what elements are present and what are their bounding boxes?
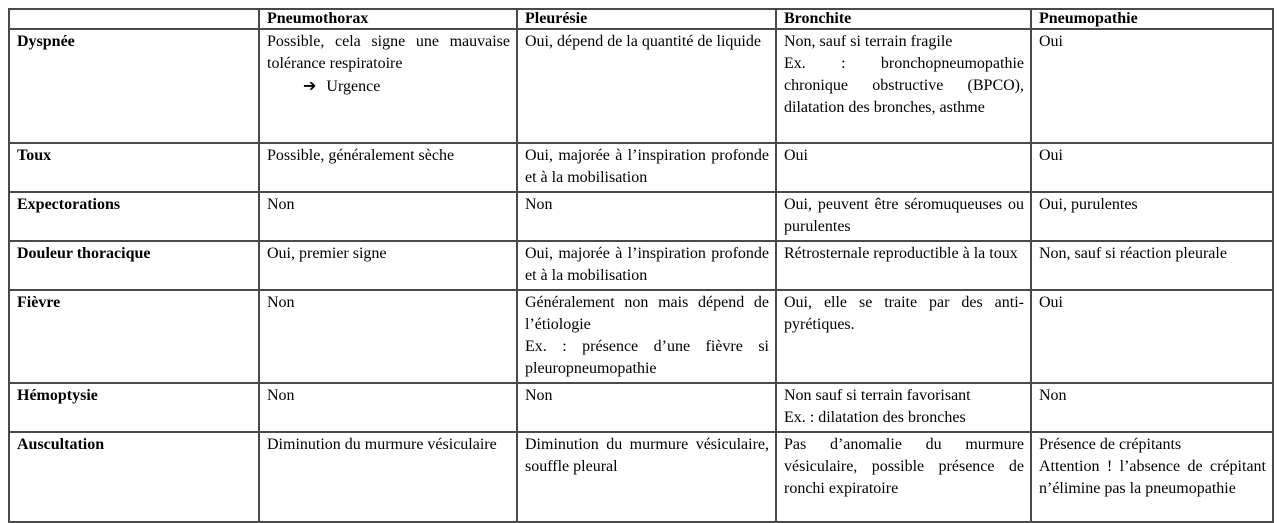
table-head — [9, 9, 1273, 29]
body-cell — [1031, 290, 1273, 383]
body-cell — [776, 432, 1031, 522]
body-cell — [259, 383, 517, 432]
body-cell — [1031, 192, 1273, 241]
table-row — [9, 241, 1273, 290]
column-header-3: Bronchite — [776, 9, 1031, 29]
cell-paragraph: Oui, purulentes — [1039, 196, 1138, 213]
body-cell — [259, 241, 517, 290]
row-header-cell: Douleur thoracique — [9, 241, 259, 290]
cell-paragraph: Non — [525, 196, 553, 213]
body-cell — [776, 192, 1031, 241]
cell-paragraph: Oui — [784, 147, 808, 164]
body-cell — [1031, 241, 1273, 290]
body-cell — [776, 29, 1031, 143]
cell-paragraph: Non sauf si terrain favorisant — [784, 387, 971, 404]
body-cell — [517, 383, 776, 432]
body-cell — [776, 241, 1031, 290]
cell-paragraph: Présence de crépitants — [1039, 436, 1182, 453]
table-row — [9, 143, 1273, 192]
cell-paragraph: Oui, peuvent être séromuqueuses ou purulentes — [784, 196, 1024, 235]
row-header-cell: Hémoptysie — [9, 383, 259, 432]
row-header-cell: Toux — [9, 143, 259, 192]
body-cell — [259, 143, 517, 192]
body-cell — [517, 432, 776, 522]
cell-paragraph: Oui, majorée à l’inspiration profonde et à la mobilisation — [525, 245, 769, 284]
body-cell — [776, 143, 1031, 192]
cell-paragraph: Diminution du murmure vésiculaire, souffle pleural — [525, 436, 769, 475]
cell-paragraph: Oui — [1039, 147, 1063, 164]
corner-cell — [9, 9, 259, 29]
body-cell — [259, 290, 517, 383]
table-body — [9, 29, 1273, 522]
cell-paragraph: Oui, majorée à l’inspiration profonde et à la mobilisation — [525, 147, 769, 186]
arrow-right-icon: ➔ — [303, 76, 317, 95]
table-row — [9, 192, 1273, 241]
body-cell — [776, 290, 1031, 383]
column-header-1: Pneumothorax — [259, 9, 517, 29]
cell-paragraph: Ex. : dilatation des bronches — [784, 409, 966, 426]
body-cell — [1031, 432, 1273, 522]
body-cell — [517, 29, 776, 143]
cell-paragraph: Ex. : bronchopneumopathie chronique obstructive (BPCO), dilatation des bronches, asthme — [784, 55, 1024, 116]
body-cell — [776, 383, 1031, 432]
cell-paragraph: Oui, premier signe — [267, 245, 387, 262]
cell-paragraph: Non — [267, 196, 295, 213]
table-row — [9, 290, 1273, 383]
column-header-2: Pleurésie — [517, 9, 776, 29]
body-cell — [517, 192, 776, 241]
body-cell — [517, 290, 776, 383]
row-header-cell: Auscultation — [9, 432, 259, 522]
cell-paragraph: Non — [267, 294, 295, 311]
cell-paragraph: Rétrosternale reproductible à la toux — [784, 245, 1018, 262]
cell-paragraph: Oui — [1039, 33, 1063, 50]
cell-paragraph: Diminution du murmure vésiculaire — [267, 436, 497, 453]
comparison-table — [8, 8, 1274, 523]
cell-paragraph: Non — [1039, 387, 1067, 404]
body-cell — [1031, 29, 1273, 143]
cell-paragraph: Non, sauf si réaction pleurale — [1039, 245, 1227, 262]
table-row — [9, 29, 1273, 143]
cell-paragraph: Ex. : présence d’une fièvre si pleuropneumopathie — [525, 338, 769, 377]
cell-paragraph: Possible, cela signe une mauvaise tolérance respiratoire — [267, 33, 510, 72]
cell-paragraph: Non, sauf si terrain fragile — [784, 33, 953, 50]
table-row — [9, 383, 1273, 432]
cell-paragraph: Oui — [1039, 294, 1063, 311]
body-cell — [259, 192, 517, 241]
cell-paragraph: Non — [525, 387, 553, 404]
table-row — [9, 432, 1273, 522]
row-header-cell: Dyspnée — [9, 29, 259, 143]
cell-paragraph: Oui, dépend de la quantité de liquide — [525, 33, 761, 50]
body-cell — [259, 432, 517, 522]
cell-paragraph: Oui, elle se traite par des anti-pyrétiques. — [784, 294, 1024, 333]
body-cell — [517, 241, 776, 290]
cell-paragraph: Attention ! l’absence de crépitant n’élimine pas la pneumopathie — [1039, 458, 1266, 497]
column-header-4: Pneumopathie — [1031, 9, 1273, 29]
cell-paragraph: Non — [267, 387, 295, 404]
body-cell — [1031, 143, 1273, 192]
body-cell — [259, 29, 517, 143]
cell-paragraph: Possible, généralement sèche — [267, 147, 455, 164]
arrow-paragraph-text: Urgence — [326, 78, 381, 95]
row-header-cell: Fièvre — [9, 290, 259, 383]
body-cell — [1031, 383, 1273, 432]
document-page — [8, 8, 1274, 523]
cell-paragraph: Pas d’anomalie du murmure vésiculaire, possible présence de ronchi expiratoire — [784, 436, 1024, 497]
arrow-paragraph — [267, 75, 510, 98]
header-row — [9, 9, 1273, 29]
body-cell — [517, 143, 776, 192]
row-header-cell: Expectorations — [9, 192, 259, 241]
cell-paragraph: Généralement non mais dépend de l’étiologie — [525, 294, 769, 333]
